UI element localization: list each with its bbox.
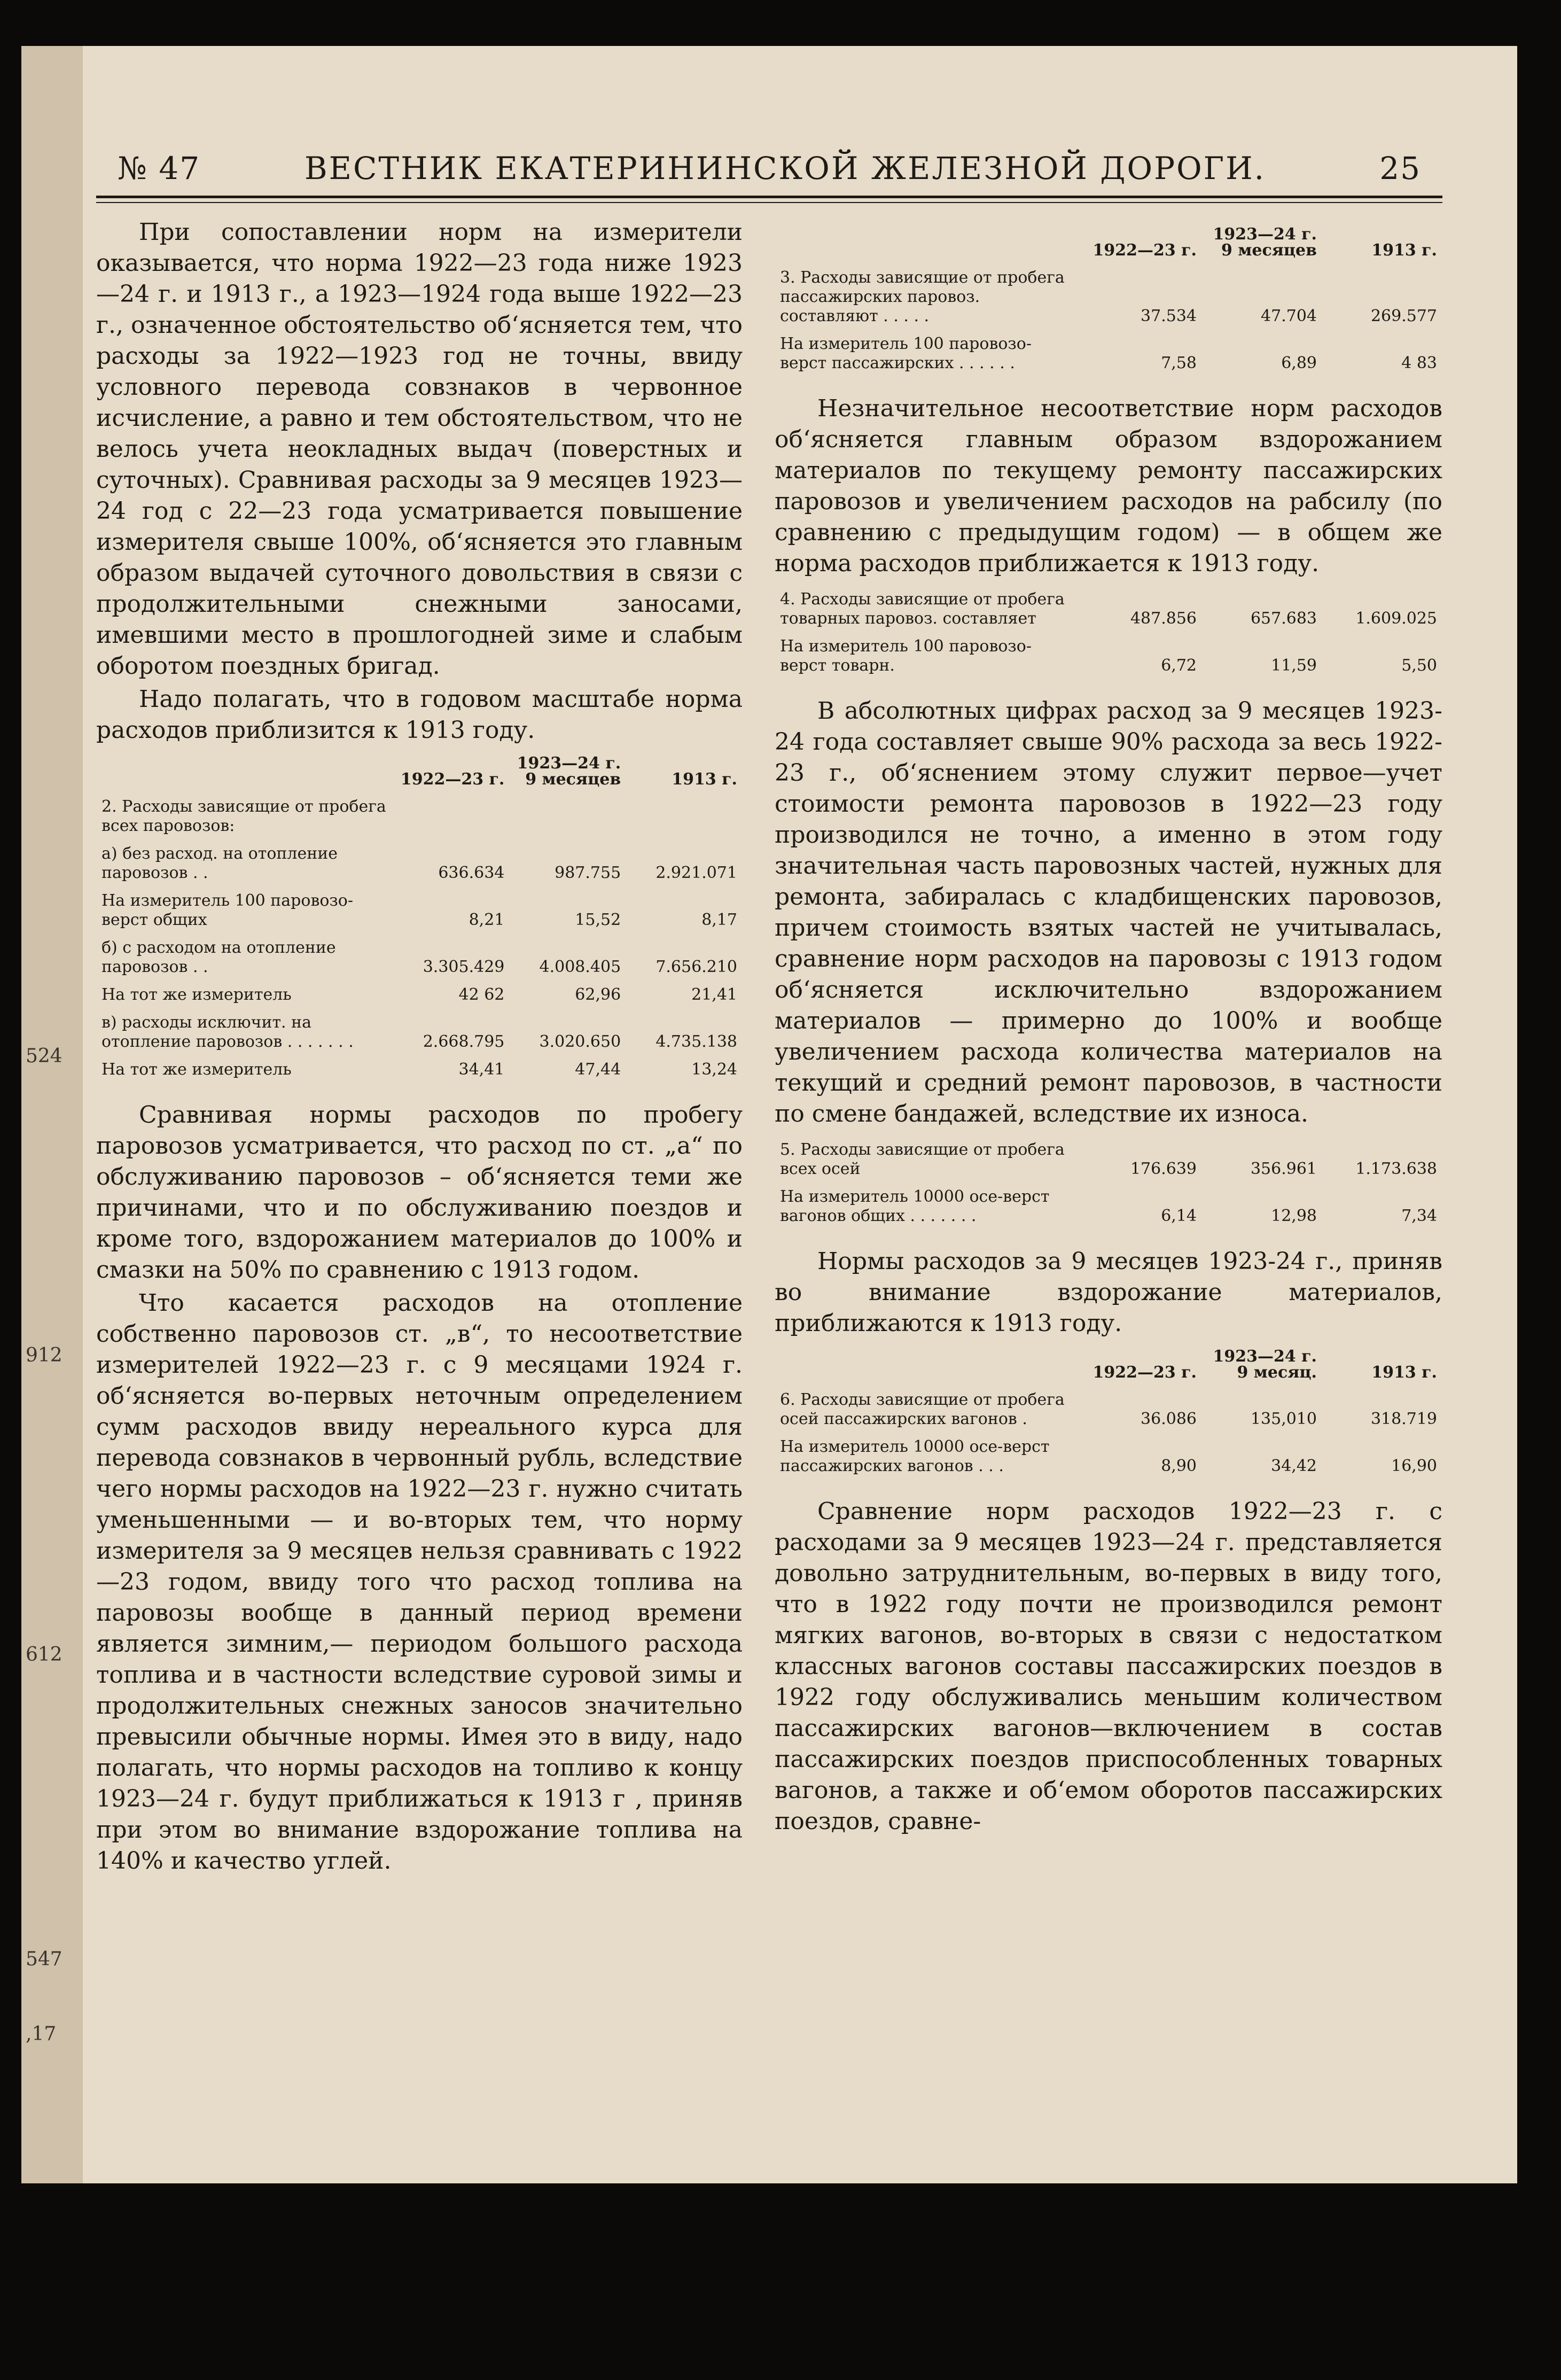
table-cell: 62,96 xyxy=(575,985,621,1004)
journal-title: ВЕСТНИК ЕКАТЕРИНИНСКОЙ ЖЕЛЕЗНОЙ ДОРОГИ. xyxy=(305,150,1266,186)
table-cell: 987.755 xyxy=(555,864,621,882)
running-header xyxy=(96,150,1442,193)
table-cell: 7.656.210 xyxy=(655,958,737,976)
table-row xyxy=(775,1139,1442,1186)
table-row xyxy=(775,1186,1442,1233)
table-cell: 4.008.405 xyxy=(539,958,621,976)
table-row xyxy=(96,937,743,984)
table-header-cell: 1913 г. xyxy=(1371,241,1437,260)
table-cell: а) без расход. на отопление паровозов . . xyxy=(102,844,338,882)
table-cell: На тот же измеритель xyxy=(102,985,292,1004)
table-cell: 2.921.071 xyxy=(655,864,737,882)
table-row xyxy=(775,1389,1442,1436)
table-axle-expenses xyxy=(775,1139,1442,1233)
table-cell: в) расходы исключит. на отопление паровозов . . . . . . . xyxy=(102,1013,354,1051)
table-cell: 5. Расходы зависящие от пробега всех осей xyxy=(780,1140,1065,1178)
table-cell xyxy=(626,796,743,843)
table-cell: 2.668.795 xyxy=(423,1032,505,1051)
paragraph: Нормы расходов за 9 месяцев 1923-24 г., приняв во внимание вздорожание материалов, приближаются к 1913 году. xyxy=(775,1248,1442,1337)
table-cell: 16,90 xyxy=(1391,1457,1437,1475)
header-rule-thin xyxy=(96,202,1442,203)
table-row xyxy=(96,843,743,890)
table-cell: На измеритель 100 паровозо-верст товарн. xyxy=(780,637,1032,675)
table-header-row xyxy=(775,1349,1442,1389)
table-cell: На тот же измеритель xyxy=(102,1060,292,1079)
table-row xyxy=(775,1436,1442,1483)
table-cell: 6,14 xyxy=(1161,1207,1197,1225)
table-cell: На измеритель 10000 осе-верст пассажирских вагонов . . . xyxy=(780,1437,1050,1475)
table-header-cell: 1923—24 г. 9 месяцев xyxy=(517,754,621,789)
table-cell: 176.639 xyxy=(1130,1160,1197,1178)
table-header-cell: 1923—24 г. 9 месяцев xyxy=(1213,225,1317,260)
journal-page xyxy=(21,46,1517,2183)
header-rule xyxy=(96,196,1442,198)
edge-fragment: 912 xyxy=(26,1344,63,1366)
table-cell: 1.609.025 xyxy=(1355,609,1437,628)
table-cell: 1.173.638 xyxy=(1355,1160,1437,1178)
table-header-cell xyxy=(96,756,394,796)
table-cell: 11,59 xyxy=(1271,656,1317,675)
table-cell: 3.305.429 xyxy=(423,958,505,976)
edge-fragment: ,17 xyxy=(26,2023,57,2045)
table-cell: 37.534 xyxy=(1141,307,1197,325)
paragraph: Надо полагать, что в годовом масштабе норма расходов приблизится к 1913 году. xyxy=(96,686,743,744)
table-row xyxy=(96,1012,743,1059)
table-cell: 6,89 xyxy=(1281,354,1317,372)
table-cell: 657.683 xyxy=(1250,609,1317,628)
table-cell: 5,50 xyxy=(1401,656,1437,675)
paragraph: Сравнение норм расходов 1922—23 г. с расходами за 9 месяцев 1923—24 г. представляется довольно затруднительным, во-первых в виду того, что в 1922 году почти не производился ремонт мягких вагонов, во-вторых в связи с недостатком классных вагонов составы пассажирских поездов в 1922 году обслуживались меньшим количеством пассажирских вагонов—включением в состав пассажирских поездов приспособленных товарных вагонов, а также и об‘емом оборотов пассажирских поездов, сравне- xyxy=(775,1498,1442,1835)
table-cell: 318.719 xyxy=(1370,1410,1437,1428)
edge-fragment: 524 xyxy=(26,1045,63,1067)
table-passenger-car-expenses xyxy=(775,1349,1442,1483)
paragraph: Что касается расходов на отопление собственно паровозов ст. „в“, то несоответствие измерителей 1922—23 г. с 9 месяцами 1924 г. об‘ясняется во-первых неточным определением сумм расходов ввиду нереального курса для перевода совзнаков в червонный рубль, вследствие чего нормы расходов на 1922—23 г. нужно считать уменьшенными — и во-вторых тем, что норму измерителя за 9 месяцев нельзя сравнивать с 1922—23 годом, ввиду того что расход топлива на паровозы вообще в данный период времени является зимним,— периодом большого расхода топлива и в частности вследствие суровой зимы и продолжительных снежных заносов значительно превысили обычные нормы. Имея это в виду, надо полагать, что нормы расходов на топливо к концу 1923—24 г. будут приближаться к 1913 г , приняв при этом во внимание вздорожание топлива на 140% и качество углей. xyxy=(96,1289,743,1875)
table-cell: 6,72 xyxy=(1161,656,1197,675)
table-cell: 42 62 xyxy=(458,985,505,1004)
table-header-cell: 1922—23 г. xyxy=(1092,1363,1197,1382)
table-row xyxy=(96,890,743,937)
table-cell: 15,52 xyxy=(575,911,621,929)
table-header-cell xyxy=(775,227,1082,267)
table-header-row xyxy=(96,756,743,796)
page-number: 25 xyxy=(1379,150,1421,186)
table-header-cell: 1913 г. xyxy=(672,770,737,789)
paragraph: В абсолютных цифрах расход за 9 месяцев 1923-24 года составляет свыше 90% расхода за весь 1922-23 г., об‘яснением этому служит первое—учет стоимости ремонта паровозов в 1922—23 году производился не точно, а именно в этом году значительная часть паровозных частей, нужных для ремонта, забиралась с кладбищенских паровозов, причем стоимость взятых частей не учитывалась, сравнение норм расходов на паровозы с 1913 годом об‘ясняется исключительно вздорожанием материалов — примерно до 100% и вообще увеличением расхода количества материалов на текущий и средний ремонт паровозов, в частности по смене бандажей, вследствие их износа. xyxy=(775,697,1442,1127)
table-cell: 36.086 xyxy=(1141,1410,1197,1428)
table-cell: 13,24 xyxy=(691,1060,737,1079)
table-cell: 34,41 xyxy=(458,1060,505,1079)
table-cell: 135,010 xyxy=(1250,1410,1317,1428)
table-cell: 4 83 xyxy=(1401,354,1437,372)
table-row xyxy=(96,796,743,843)
table-cell xyxy=(510,796,626,843)
table-cell: 21,41 xyxy=(691,985,737,1004)
table-passenger-locomotive-expenses xyxy=(775,227,1442,380)
table-cell: На измеритель 100 паровозо-верст пассажирских . . . . . . xyxy=(780,335,1032,372)
paragraph: Незначительное несоответствие норм расходов об‘ясняется главным образом вздорожанием материалов по текущему ремонту пассажирских паровозов и увеличением расходов на рабсилу (по сравнению с предыдущим годом) — в общем же норма расходов приближается к 1913 году. xyxy=(775,395,1442,577)
right-column xyxy=(775,217,1442,1839)
table-cell: 636.634 xyxy=(438,864,505,882)
paragraph: Сравнивая нормы расходов по пробегу паровозов усматривается, что расход по ст. „а“ по обслуживанию паровозов – об‘ясняется теми же причинами, что и по обслуживанию поездов и кроме того, вздорожанием материалов до 100% и смазки на 50% по сравнению с 1913 годом. xyxy=(96,1101,743,1284)
table-cell: 34,42 xyxy=(1271,1457,1317,1475)
table-header-cell: 1923—24 г. 9 месяц. xyxy=(1213,1347,1317,1382)
table-cell: 47.704 xyxy=(1261,307,1317,325)
edge-fragment: 547 xyxy=(26,1948,63,1970)
table-header-row xyxy=(775,227,1442,267)
table-header-cell: 1922—23 г. xyxy=(1092,241,1197,260)
table-cell: На измеритель 10000 осе-верст вагонов общих . . . . . . . xyxy=(780,1187,1050,1225)
table-cell: 2. Расходы зависящие от пробега всех паровозов: xyxy=(102,797,386,835)
table-cell: 12,98 xyxy=(1271,1207,1317,1225)
table-header-cell: 1913 г. xyxy=(1371,1363,1437,1382)
table-cell: 487.856 xyxy=(1130,609,1197,628)
issue-number: № 47 xyxy=(118,150,201,186)
table-cell: 3. Расходы зависящие от пробега пассажирских паровоз. составляют . . . . . xyxy=(780,268,1065,325)
paragraph: При сопоставлении норм на измерители оказывается, что норма 1922—23 года ниже 1923—24 г. и 1913 г., а 1923—1924 года выше 1922—23 г., означенное обстоятельство об‘ясняется тем, что расходы за 1922—1923 год не точны, ввиду условного перевода совзнаков в червонное исчисление, а равно и тем обстоятельством, что не велось учета неокладных выдач (поверстных и суточных). Сравнивая расходы за 9 месяцев 1923—24 год с 22—23 года усматривается повышение измерителя свыше 100%, об‘ясняется это главным образом выдачей суточного довольствия в связи с продолжительными снежными заносами, имевшими место в прошлогодней зиме и слабым оборотом поездных бригад. xyxy=(96,219,743,680)
table-row xyxy=(96,1059,743,1087)
table-cell: На измеритель 100 паровозо-верст общих xyxy=(102,891,353,929)
table-cell xyxy=(394,796,510,843)
table-cell: 356.961 xyxy=(1250,1160,1317,1178)
table-locomotive-expenses xyxy=(96,756,743,1087)
left-column xyxy=(96,217,743,1879)
table-cell: 8,17 xyxy=(701,911,737,929)
table-cell: 6. Расходы зависящие от пробега осей пассажирских вагонов . xyxy=(780,1390,1065,1428)
table-cell: 8,90 xyxy=(1161,1457,1197,1475)
table-cell: б) с расходом на отопление паровозов . . xyxy=(102,938,336,976)
table-freight-locomotive-expenses xyxy=(775,589,1442,683)
table-cell: 269.577 xyxy=(1370,307,1437,325)
table-header-cell: 1922—23 г. xyxy=(400,770,505,789)
table-cell: 3.020.650 xyxy=(539,1032,621,1051)
table-row xyxy=(775,589,1442,636)
table-row xyxy=(775,636,1442,683)
table-row xyxy=(775,333,1442,380)
table-cell: 7,58 xyxy=(1161,354,1197,372)
table-cell: 47,44 xyxy=(575,1060,621,1079)
table-cell: 7,34 xyxy=(1401,1207,1437,1225)
edge-fragment: 612 xyxy=(26,1644,63,1666)
table-row xyxy=(96,984,743,1012)
table-cell: 4. Расходы зависящие от пробега товарных паровоз. составляет xyxy=(780,590,1065,628)
table-row xyxy=(775,267,1442,333)
table-header-cell xyxy=(775,1349,1082,1389)
table-cell: 8,21 xyxy=(469,911,505,929)
table-cell: 4.735.138 xyxy=(655,1032,737,1051)
adjacent-page-edge xyxy=(21,46,83,2183)
